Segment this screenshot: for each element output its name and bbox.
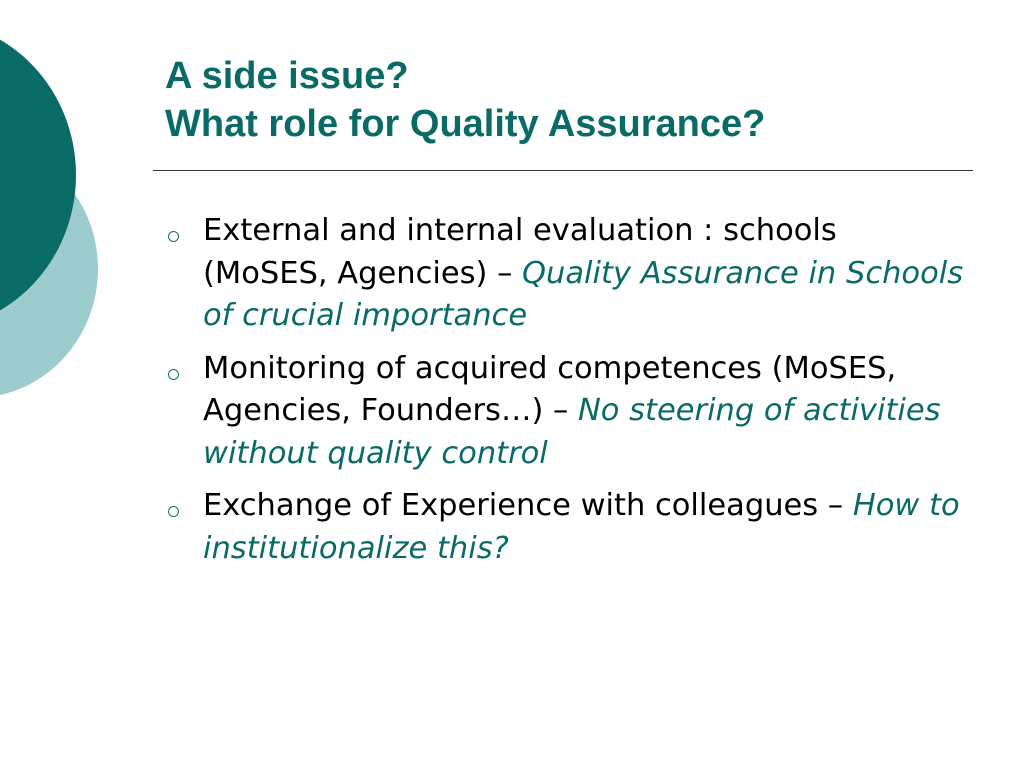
slide-title (165, 52, 765, 148)
title-line-1: A side issue? (165, 55, 409, 97)
title-line-2: What role for Quality Assurance? (165, 103, 766, 145)
bullet-item (165, 485, 965, 570)
hollow-circle-bullet-icon (168, 369, 179, 380)
bullet-emphasis: Quality Assurance in Schools of crucial importance (203, 255, 964, 333)
bullet-emphasis: No steering of activities without quality control (203, 393, 941, 471)
bullet-item (165, 210, 965, 338)
hollow-circle-bullet-icon (168, 231, 179, 242)
bullet-text: External and internal evaluation : schools (MoSES, Agencies) – (203, 213, 837, 291)
bullet-text: Exchange of Experience with colleagues – (203, 488, 853, 523)
bullet-item (165, 348, 965, 476)
bullet-text: Monitoring of acquired competences (MoSES, Agencies, Founders…) – (203, 350, 897, 428)
title-divider (153, 170, 973, 171)
bullet-emphasis: How to institutionalize this? (203, 488, 960, 566)
bullet-list (165, 210, 965, 580)
hollow-circle-bullet-icon (168, 506, 179, 517)
